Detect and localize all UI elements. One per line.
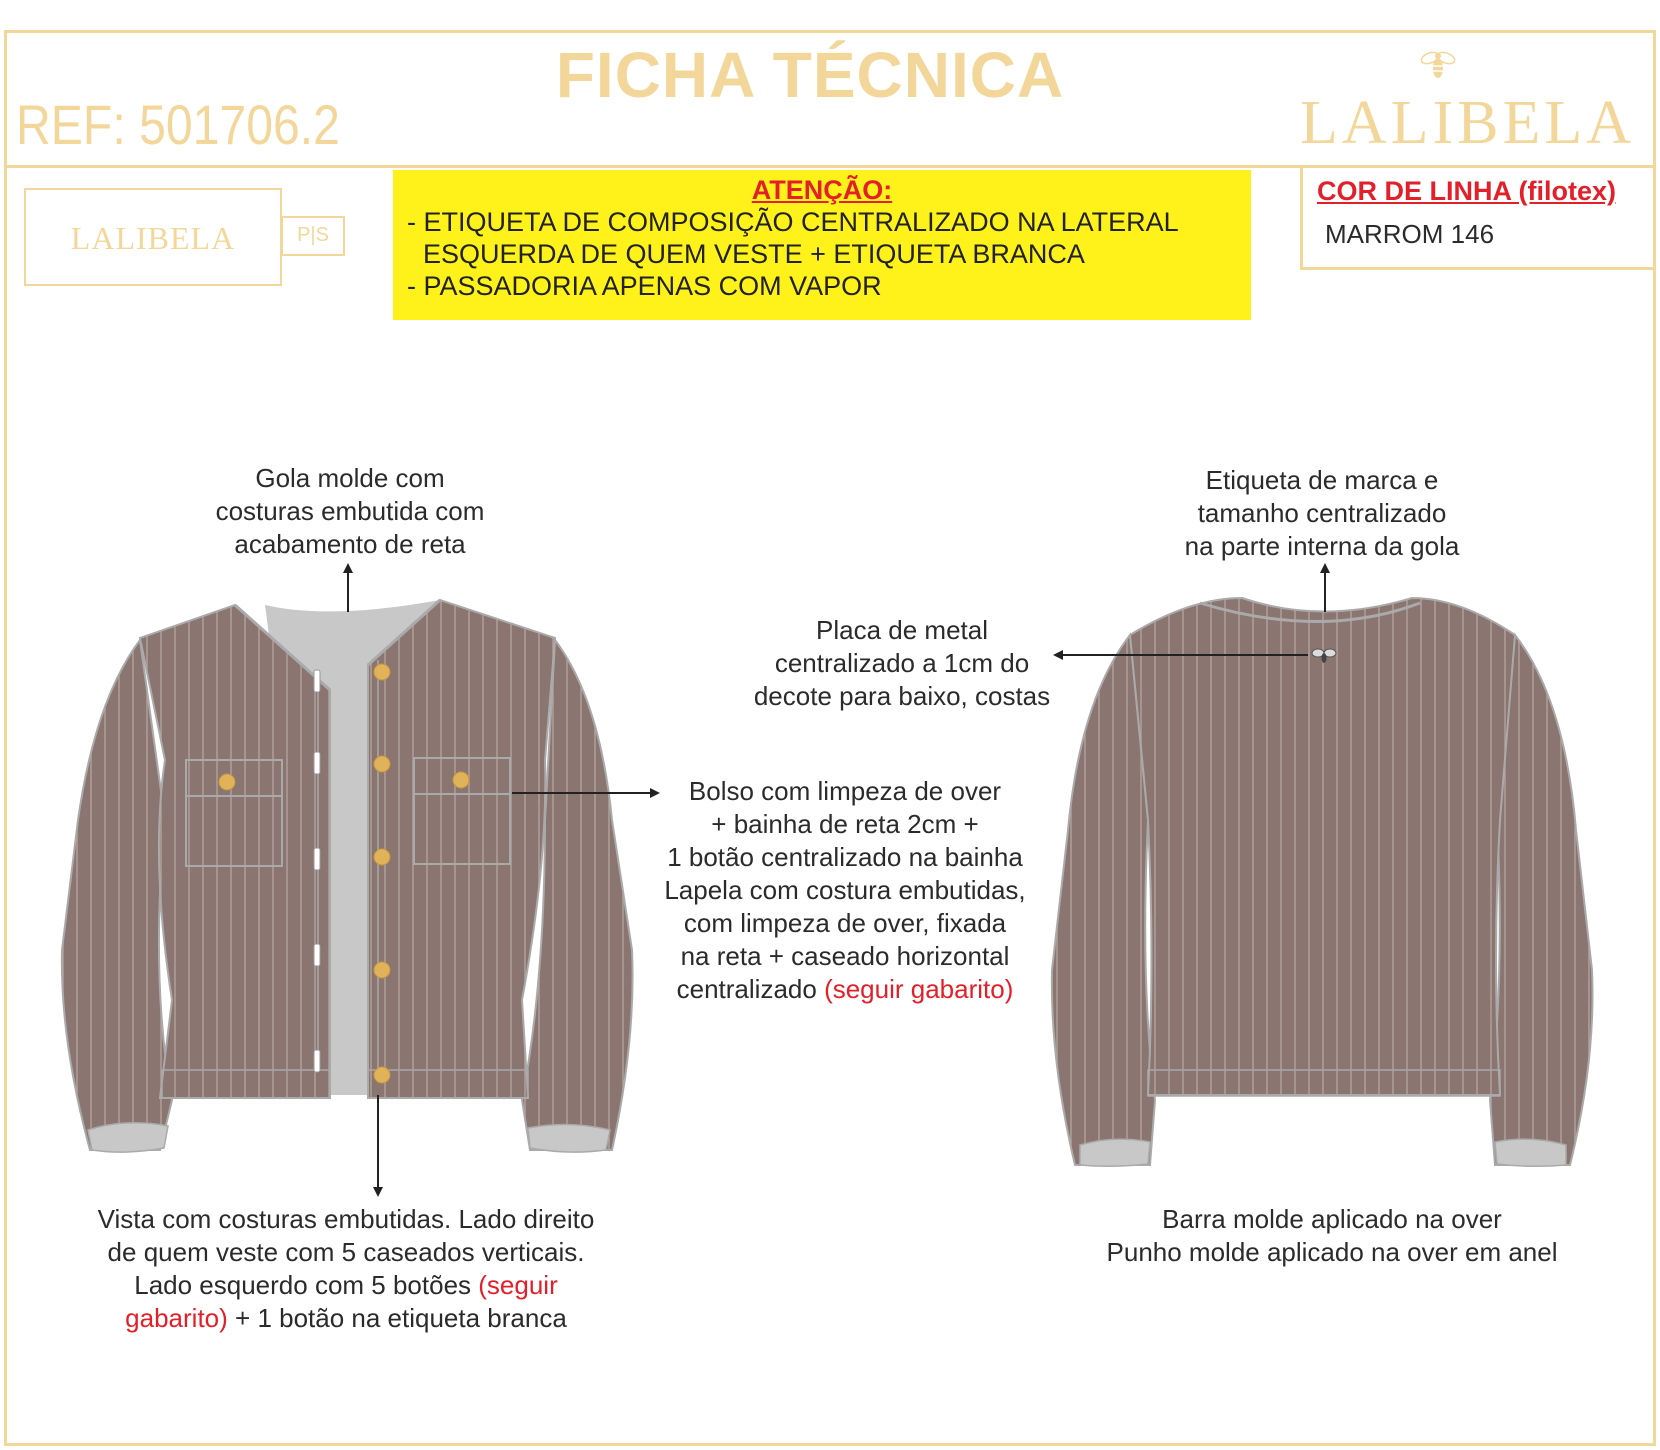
attention-line: - PASSADORIA APENAS COM VAPOR (407, 271, 882, 301)
buttonhole (314, 1050, 320, 1072)
jacket-back (1052, 598, 1593, 1166)
note-hem-cuff: Barra molde aplicado na over Punho molde aplicado na over em anel (1106, 1204, 1558, 1267)
button-icon (453, 772, 469, 788)
button-icon (374, 849, 390, 865)
jacket-front (62, 600, 633, 1152)
page-title: FICHA TÉCNICA (555, 39, 1065, 111)
left-front-panel (140, 605, 330, 1098)
reference-code: REF: 501706.2 (16, 93, 340, 156)
attention-line: ESQUERDA DE QUEM VESTE + ETIQUETA BRANCA (423, 239, 1085, 269)
button-icon (374, 1067, 390, 1083)
button-icon (374, 664, 390, 680)
back-right-cuff (1495, 1139, 1566, 1166)
button-icon (374, 962, 390, 978)
right-front-panel (368, 600, 555, 1098)
thread-color-value: MARROM 146 (1325, 219, 1495, 249)
button-icon (219, 774, 235, 790)
note-label-back: Etiqueta de marca e tamanho centralizado na parte interna da gola (1184, 465, 1460, 561)
buttonhole (314, 848, 320, 870)
buttonhole (314, 944, 320, 966)
buttonhole (314, 752, 320, 774)
attention-title: ATENÇÃO: (751, 175, 893, 205)
size-tab: P|S (281, 216, 345, 256)
note-collar-front: Gola molde com costuras embutida com acabamento de reta (215, 463, 485, 559)
note-metal-plate: Placa de metal centralizado a 1cm do decote para baixo, costas (753, 615, 1051, 711)
attention-line: - ETIQUETA DE COMPOSIÇÃO CENTRALIZADO NA LATERAL (407, 207, 1179, 237)
button-icon (374, 756, 390, 772)
note-pocket: Bolso com limpeza de over + bainha de reta 2cm + 1 botão centralizado na bainha Lapela com costura embutidas, com limpeza de over, fixada na reta + caseado horizontal centralizado (seguir gabarito) (664, 776, 1026, 1004)
thread-color-title: COR DE LINHA (filotex) (1317, 176, 1616, 206)
buttonhole (314, 670, 320, 692)
back-left-cuff (1080, 1139, 1150, 1166)
note-placket: Vista com costuras embutidas. Lado direito de quem veste com 5 caseados verticais. Lado esquerdo com 5 botões (seguir gabarito) + 1 botão na etiqueta branca (97, 1204, 595, 1333)
right-cuff (528, 1124, 610, 1152)
brand-logo: LALIBELA (1300, 89, 1636, 157)
label-brand-text: LALIBELA (70, 220, 236, 256)
back-body-panel (1130, 598, 1515, 1095)
left-cuff (88, 1123, 168, 1152)
